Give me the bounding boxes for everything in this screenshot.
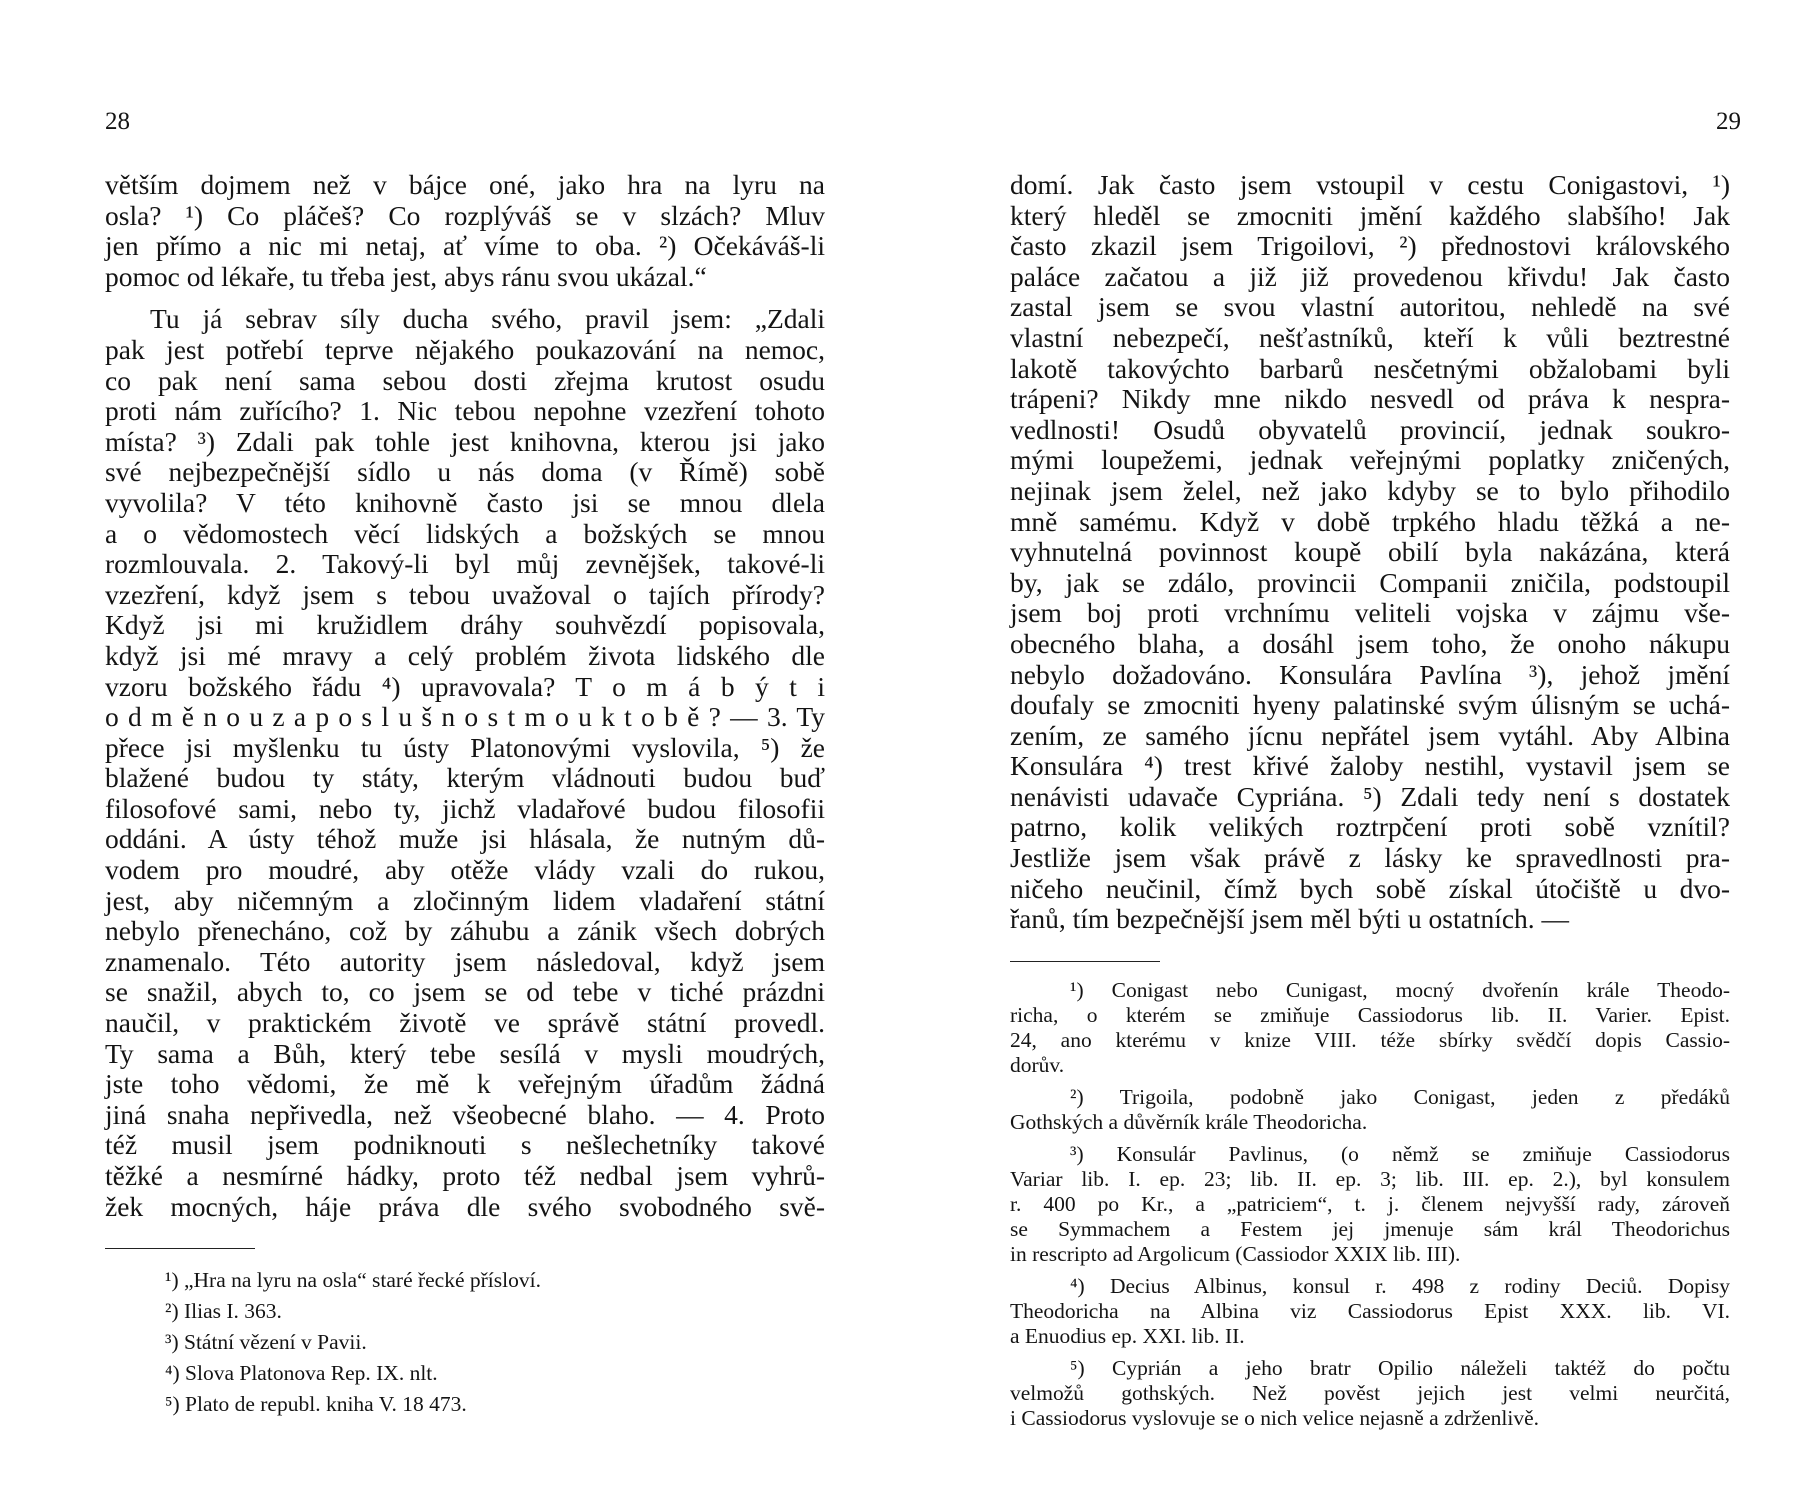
footnote-line: ²) Trigoila, podobně jako Conigast, jeden z předáků <box>1070 1084 1730 1109</box>
text-line: oddáni. A ústy téhož muže jsi hlásala, že nutným dů- <box>105 823 825 855</box>
text-line: zením, ze samého jícnu nepřátel jsem vytáhl. Aby Albina <box>1010 719 1730 751</box>
text-line: rozmlouvala. 2. Takový-li byl můj zevnějšek, takové-li <box>105 548 825 580</box>
text-line: ničeho neučinil, čímž bych sobě získal útočiště u dvo- <box>1010 872 1730 904</box>
text-line: lakotě takovýchto barbarů nesčetnými obžalobami byli <box>1010 352 1730 384</box>
footnote <box>1010 1274 1730 1349</box>
text-line: též musil jsem podniknouti s nešlechetníky takové <box>105 1129 825 1161</box>
footnote-line: ⁴) Decius Albinus, konsul r. 498 z rodiny Deciů. Dopisy <box>1070 1273 1730 1298</box>
text-line: doufaly se zmocniti hyeny palatinské svým úlisným se uchá- <box>1010 689 1730 721</box>
page-number-left: 28 <box>105 108 130 135</box>
footnote: ⁴) Slova Platonova Rep. IX. nlt. <box>165 1361 438 1386</box>
text-line: jen přímo a nic mi netaj, ať víme to oba. ²) Očekáváš-li <box>105 230 825 262</box>
text-line: vodem pro moudré, aby otěže vlády vzali do rukou, <box>105 854 825 886</box>
footnote-rule <box>1010 961 1160 962</box>
text-line: Konsulára ⁴) trest křivé žaloby nestihl, vystavil jsem se <box>1010 750 1730 782</box>
text-line: žek mocných, háje práva dle svého svobodného svě- <box>105 1190 825 1222</box>
text-line: často zkazil jsem Trigoilovi, ²) přednostovi královského <box>1010 230 1730 262</box>
footnote-line: r. 400 po Kr., a „patriciem“, t. j. členem nejvyšší rady, zároveň <box>1010 1191 1730 1216</box>
text-line: obecného blaha, a dosáhl jsem toho, že onoho nákupu <box>1010 627 1730 659</box>
text-line: nenávisti udavače Cypriána. ⁵) Zdali tedy není s dostatek <box>1010 780 1730 812</box>
text-line: přece jsi myšlenku tu ústy Platonovými vyslovila, ⁵) že <box>105 731 825 763</box>
text-line: blažené budou ty státy, kterým vládnouti budou buď <box>105 762 825 794</box>
text-line: pak jest potřebí teprve nějakého poukazování na nemoc, <box>105 333 825 365</box>
text-line: jste toho vědomi, že mě k veřejným úřadům žádná <box>105 1068 825 1100</box>
text-line: a o vědomostech věcí lidských a božských se mnou <box>105 517 825 549</box>
text-line: naučil, v praktickém životě ve správě státní provedl. <box>105 1007 825 1039</box>
footnote-line: velmožů gothských. Než pověst jejich jest velmi neurčitá, <box>1010 1380 1730 1405</box>
footnote-line: Theodoricha na Albina viz Cassiodorus Epist XXX. lib. VI. <box>1010 1298 1730 1323</box>
text-line: patrno, kolik velikých roztrpčení proti sobě vznítil? <box>1010 811 1730 843</box>
text-line: trápeni? Nikdy mne nikdo nesvedl od práva k nespra- <box>1010 383 1730 415</box>
text-line: Jestliže jsem však právě z lásky ke spravedlnosti pra- <box>1010 842 1730 874</box>
text-line: filosofové sami, nebo ty, jichž vladařové budou filosofii <box>105 792 825 824</box>
footnote <box>1010 978 1730 1078</box>
text-line: co pak není sama sebou dosti zřejma krutost osudu <box>105 364 825 396</box>
footnote-line: ¹) Conigast nebo Cunigast, mocný dvořenín krále Theodo- <box>1070 977 1730 1002</box>
footnote: ¹) „Hra na lyru na osla“ staré řecké přísloví. <box>165 1268 541 1293</box>
footnote-line: a Enuodius ep. XXI. lib. II. <box>1010 1323 1245 1348</box>
text-line: vzoru božského řádu ⁴) upravovala? T o m á b ý t i <box>105 670 825 702</box>
text-line: proti nám zuřícího? 1. Nic tebou nepohne vzezření tohoto <box>105 395 825 427</box>
text-line: by, jak se zdálo, provincii Companii zničila, podstoupil <box>1010 566 1730 598</box>
right-text-column <box>1010 170 1730 1431</box>
text-line: těžké a nesmírné hádky, proto též nedbal jsem vyhrů- <box>105 1160 825 1191</box>
text-line: vlastní nebezpečí, nešťastníků, kteří k vůli beztrestné <box>1010 321 1730 353</box>
text-line: domí. Jak často jsem vstoupil v cestu Conigastovi, ¹) <box>1010 169 1730 200</box>
footnotes-right <box>1010 978 1730 1431</box>
footnote <box>1010 1142 1730 1267</box>
text-line: nebylo přenecháno, což by záhubu a zánik všech dobrých <box>105 915 825 947</box>
text-line: vedlnosti! Osudů obyvatelů provincií, jednak soukro- <box>1010 413 1730 445</box>
text-line: pomoc od lékaře, tu třeba jest, abys ránu svou ukázal.“ <box>105 260 707 292</box>
footnote-line: Variar lib. I. ep. 23; lib. II. ep. 3; lib. III. ep. 2.), byl konsulem <box>1010 1166 1730 1191</box>
text-line: jiná snaha nepřivedla, než všeobecné blaho. — 4. Proto <box>105 1098 825 1130</box>
footnotes-left <box>165 1265 825 1420</box>
footnote-line: se Symmachem a Festem jej jmenuje sám král Theodorichus <box>1010 1216 1730 1241</box>
footnote <box>1010 1085 1730 1135</box>
text-line: vzezření, když jsem s tebou uvažoval o tajích přírody? <box>105 578 825 610</box>
footnote-line: i Cassiodorus vyslovuje se o nich velice nejasně a zdrženlivě. <box>1010 1405 1539 1430</box>
text-line: osla? ¹) Co pláčeš? Co rozplýváš se v slzách? Mluv <box>105 199 825 231</box>
footnote-line: ⁵) Cyprián a jeho bratr Opilio náleželi taktéž do počtu <box>1070 1355 1730 1380</box>
text-line: Když jsi mi kružidlem dráhy souhvězdí popisovala, <box>105 609 825 641</box>
footnote-line: in rescripto ad Argolicum (Cassiodor XXIX lib. III). <box>1010 1241 1461 1266</box>
footnote-line: richa, o kterém se zmiňuje Cassiodorus lib. II. Varier. Epist. <box>1010 1002 1730 1027</box>
footnote: ³) Státní vězení v Pavii. <box>165 1330 367 1355</box>
text-line: jest, aby ničemným a zločinným lidem vladaření státní <box>105 884 825 916</box>
text-line: znamenalo. Této autority jsem následoval, když jsem <box>105 945 825 977</box>
footnote-line: Gothských a důvěrník krále Theodoricha. <box>1010 1109 1368 1134</box>
text-line: o d m ě n o u z a p o s l u š n o s t m o u k t o b ě ? — 3. Ty <box>105 701 825 733</box>
text-line: nebylo dožadováno. Konsulára Pavlína ³), jehož jmění <box>1010 658 1730 690</box>
text-line: nejinak jsem želel, než jako kdyby se to bylo přihodilo <box>1010 474 1730 506</box>
text-line: zastal jsem se svou vlastní autoritou, nehledě na své <box>1010 291 1730 323</box>
footnote: ⁵) Plato de republ. kniha V. 18 473. <box>165 1392 467 1417</box>
footnote-line: ³) Konsulár Pavlinus, (o němž se zmiňuje Cassiodorus <box>1070 1141 1730 1166</box>
text-line: řanů, tím bezpečnější jsem měl býti u ostatních. — <box>1010 903 1570 935</box>
page-number-right: 29 <box>1716 108 1741 135</box>
text-line: mými loupežemi, jednak veřejnými poplatky zničených, <box>1010 444 1730 476</box>
footnote: ²) Ilias I. 363. <box>165 1299 282 1324</box>
text-line: když jsi mé mravy a celý problém života lidského dle <box>105 639 825 671</box>
text-line: se snažil, abych to, co jsem se od tebe v tiché prázdni <box>105 976 825 1008</box>
text-line: vyhnutelná povinnost koupě obilí byla nakázána, která <box>1010 536 1730 568</box>
text-line: Tu já sebrav síly ducha svého, pravil jsem: „Zdali <box>150 303 825 335</box>
left-text-column <box>105 170 825 1420</box>
text-line: své nejbezpečnější sídlo u nás doma (v Římě) sobě <box>105 456 825 488</box>
text-line: místa? ³) Zdali pak tohle jest knihovna, kterou jsi jako <box>105 425 825 457</box>
footnote-line: 24, ano kterému v knize VIII. téže sbírky svědčí dopis Cassio- <box>1010 1027 1730 1052</box>
text-line: jsem boj proti vrchnímu veliteli vojska v zájmu vše- <box>1010 597 1730 629</box>
footnote-line: dorův. <box>1010 1052 1065 1077</box>
text-line: větším dojmem než v bájce oné, jako hra na lyru na <box>105 169 825 200</box>
right-page <box>910 0 1820 1500</box>
text-line: Ty sama a Bůh, který tebe sesílá v mysli moudrých, <box>105 1037 825 1069</box>
text-line: vyvolila? V této knihovně často jsi se mnou dlela <box>105 486 825 518</box>
footnote-rule <box>105 1248 255 1249</box>
text-line: mně samému. Když v době trpkého hladu těžká a ne- <box>1010 505 1730 537</box>
text-line: paláce začatou a již již provedenou křivdu! Jak často <box>1010 260 1730 292</box>
text-line: který hleděl se zmocniti jmění každého slabšího! Jak <box>1010 199 1730 231</box>
footnote <box>1010 1356 1730 1431</box>
